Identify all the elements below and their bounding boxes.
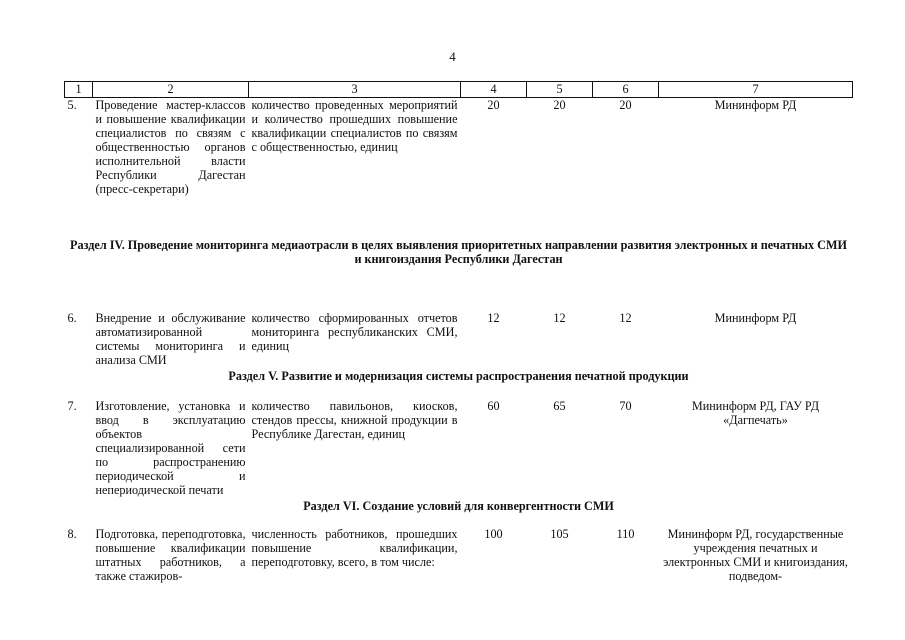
value-year-3: 12: [619, 310, 632, 325]
header-col-5: 5: [527, 82, 593, 98]
table-row-7: [65, 399, 853, 499]
header-row: [65, 82, 853, 98]
value-year-3: 110: [616, 526, 635, 541]
program-table: [64, 81, 853, 583]
section-heading-5: [65, 369, 853, 399]
section-title: Раздел V. Развитие и модернизация системы распространения печатной продукции: [228, 368, 689, 383]
value-year-2: 12: [553, 310, 566, 325]
value-year-2: 20: [553, 98, 566, 112]
value-year-2: 105: [550, 526, 569, 541]
value-year-3: 20: [619, 98, 632, 112]
header-col-1: 1: [65, 82, 93, 98]
value-year-3: 70: [619, 398, 632, 413]
table-row-5: [65, 98, 853, 198]
indicator-text: численность работников, прошедших повышение квалификации, переподготовку, всего, в том числе:: [251, 526, 458, 569]
responsible: Мининформ РД, ГАУ РД «Дагпечать»: [691, 398, 820, 427]
value-year-1: 60: [487, 398, 500, 413]
page-number: 4: [449, 49, 456, 64]
value-year-2: 65: [553, 398, 566, 413]
value-year-1: 12: [487, 310, 500, 325]
header-col-6: 6: [593, 82, 659, 98]
responsible: Мининформ РД, государственные учреждения печатных и электронных СМИ и книгоиздания, подведом-: [663, 526, 848, 583]
value-year-1: 100: [484, 526, 503, 541]
row-number: 5.: [67, 98, 77, 112]
header-col-4: 4: [461, 82, 527, 98]
value-year-1: 20: [487, 98, 500, 112]
responsible: Мининформ РД: [714, 98, 797, 112]
row-number: 8.: [67, 526, 77, 541]
section-heading-6: [65, 499, 853, 527]
measure-name: Внедрение и обслуживание автоматизированной системы мониторинга и анализа СМИ: [95, 310, 246, 367]
indicator-text: количество проведенных мероприятий и количество прошедших повышение квалификации специалистов по связям с общественностью, единиц: [251, 98, 458, 154]
section-title: Раздел VI. Создание условий для конвергентности СМИ: [303, 498, 614, 513]
measure-name: Подготовка, переподготовка, повышение квалификации штатных работников, а также стажиров-: [95, 526, 246, 583]
indicator-text: количество павильонов, киосков, стендов прессы, книжной продукции в Республике Дагестан, единиц: [251, 398, 458, 441]
row-number: 6.: [67, 310, 77, 325]
responsible: Мининформ РД: [714, 310, 797, 325]
measure-name: Проведение мастер-классов и повышение квалификации специалистов по связям с общественностью органов исполнительной власти Республики Дагестан (пресс-секретари): [95, 98, 246, 196]
header-col-2: 2: [93, 82, 249, 98]
measure-name: Изготовление, установка и ввод в эксплуатацию объектов специализированной сети по распространению периодической и непериодической печати: [95, 398, 246, 497]
row-number: 7.: [67, 398, 77, 413]
indicator-text: количество сформированных отчетов мониторинга республиканских СМИ, единиц: [251, 310, 458, 353]
section-title: Раздел IV. Проведение мониторинга медиаотрасли в целях выявления приоритетных направлении развития электронных и печатных СМИ и книгоиздания Республики Дагестан: [70, 237, 847, 266]
header-col-7: 7: [659, 82, 853, 98]
table-row-8: [65, 527, 853, 583]
section-heading-4: [65, 238, 853, 266]
table-row-6: [65, 311, 853, 369]
header-col-3: 3: [249, 82, 461, 98]
